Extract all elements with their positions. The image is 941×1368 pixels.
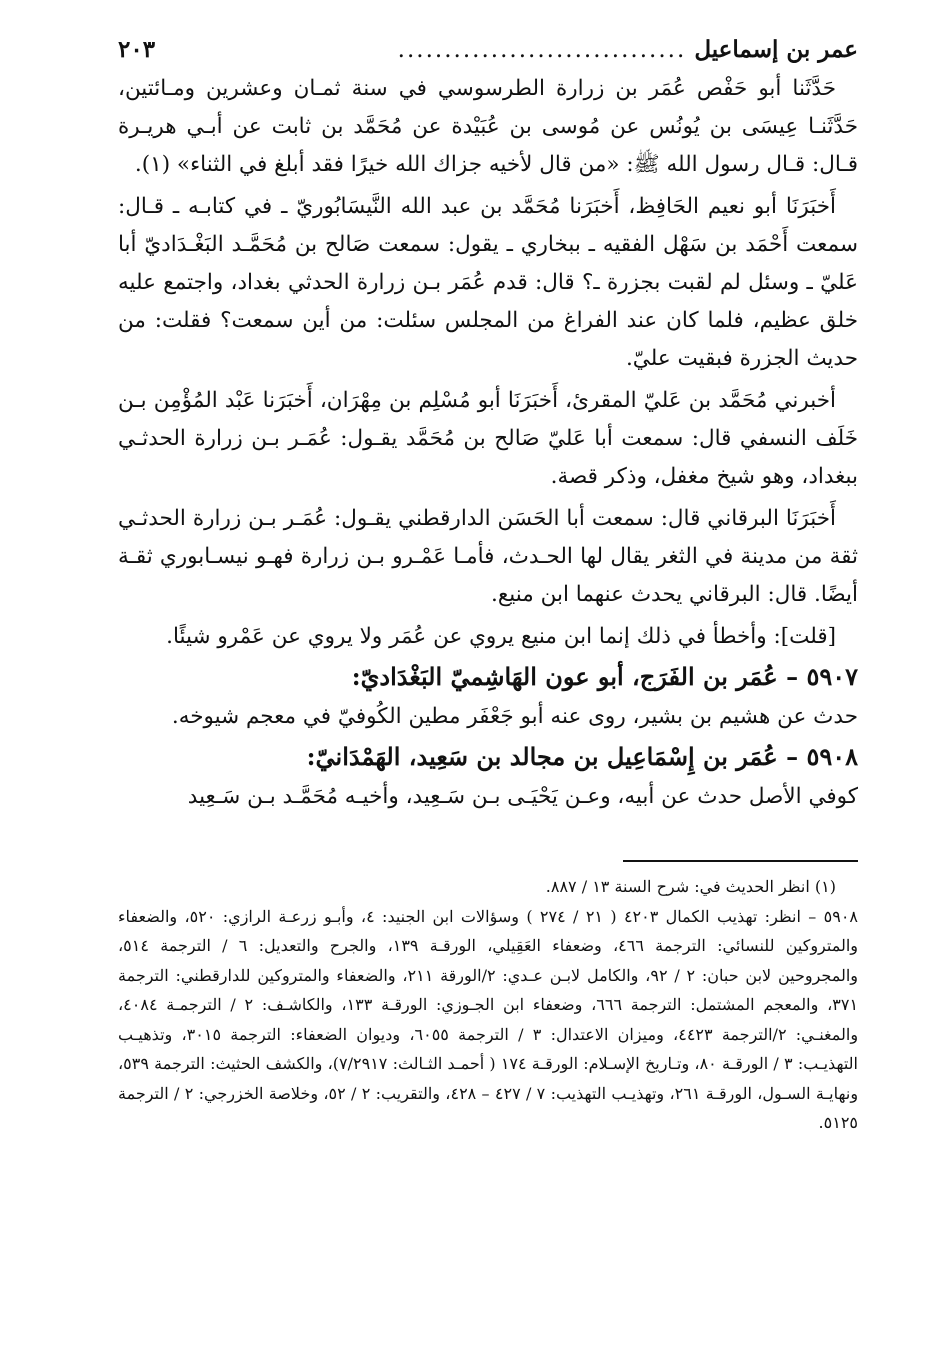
paragraph-daraqutni: أَخبَرَنَا البرقاني قال: سمعت أبا الحَسَن الدارقطني يقـول: عُمَـر بـن زرارة الحدثـي ثقة من مدينة في الثغر يقال لها الحـدث، فأمـا عَمْـرو بـن زرارة فهـو نيسـابوري ثقـة أيضًا. قال: البرقاني يحدث عنهما ابن منيع. [118,506,858,607]
book-page [118,30,858,1340]
page-number: ٢٠٣ [118,36,156,63]
running-head [118,30,858,70]
entry-5908-heading: ٥٩٠٨ – عُمَر بن إِسْمَاعِيل بن مجالد بن سَعِيد، الهَمْدَانيّ: [306,742,858,771]
paragraph-hadith: حَدَّثَنا أبو حَفْص عُمَر بن زرارة الطرسوسي في سنة ثمـان وعشرين ومـائتين، حَدَّثَنـا عِيسَى بن يُونُس عن مُوسى بن عُبَيْدة عن مُحَمَّد بن ثابت عن أبـي هريـرة قـال: قـال رسول الله ﷺ: «من قال لأخيه جزاك الله خيرًا فقد أبلغ في الثناء» (١). [118,76,858,177]
entry-5907-text: حدث عن هشيم بن بشير، روى عنه أبو جَعْفَر مطين الكُوفيّ في معجم شيوخه. [171,704,858,729]
paragraph-editor-note: [قلت]: وأخطأ في ذلك إنما ابن منيع يروي عن عُمَر ولا يروي عن عَمْرو شيئًا. [166,624,836,649]
running-title: عمر بن إسماعيل [694,36,858,63]
paragraph-nasafi: أخبرني مُحَمَّد بن عَليّ المقرئ، أَخبَرَنَا أبو مُسْلِم بن مِهْرَان، أَخبَرَنا عَبْد المُؤْمِن بـن خَلَف النسفي قال: سمعت أبا عَليّ صَالح بن مُحَمَّد يقـول: عُمَـر بـن زرارة الحدثـي ببغداد، وهو شيخ مغفل، وذكر قصة. [118,388,858,489]
entry-5907-heading: ٥٩٠٧ – عُمَر بن الفَرَج، أبو عون الهَاشِميّ البَغْدَاديّ: [351,662,858,691]
leader-dots: ............................... [397,37,687,63]
body-text [118,70,858,816]
entry-5908-text: كوفي الأصل حدث عن أبيه، وعـن يَحْيَـى بـن سَـعِيد، وأخيـه مُحَمَّـد بـن سَـعِيد [187,784,858,809]
footnotes [118,872,858,1138]
footnote-1: (١) انظر الحديث في: شرح السنة ١٣ / ٨٨٧. [545,877,836,896]
footnote-separator [623,860,858,862]
footnote-5908: ٥٩٠٨ – انظر: تهذيب الكمال ٤٢٠٣ ( ٢١ / ٢٧٤ ) وسؤالات ابن الجنيد: ٤، وأبـو زرعـة الرازي: ٥٢٠، والضعفاء والمتروكين للنسائي: الترجمة ٤٦٦، وضعفاء العَقِيلي، الورقـة ١٣٩، والجرح والتعديل: ٦ / الترجمة ٥١٤، والمجروحين لابن حبان: ٢ / ٩٢، والكامل لابـن عـدي: ٢/الورقة ٢١١، والضعفاء والمتروكين للدارقطني: الترجمة ٣٧١، والمعجم المشتمل: الترجمة ٦٦٦، وضعفاء ابن الجـوزي: الورقـة ١٣٣، والكاشـف: ٢ / الترجمـة ٤٠٨٤، والمغنـي: ٢/الترجمة ٤٤٢٣، وميزان الاعتدال: ٣ / الترجمة ٦٠٥٥، وديوان الضعفاء: الترجمة ٣٠١٥، وتذهيـب التهذيـب: ٣ / الورقـة ٨٠، وتـاريخ الإسـلام: الورقـة ١٧٤ ( أحمـد الثـالث: ٧/٢٩١٧)، والكشف الحثيث: الترجمة ٥٣٩، ونهايـة السـول، الورقـة ٢٦١، وتهذيـب التهذيب: ٧ / ٤٢٧ – ٤٢٨، والتقريب: ٢ / ٥٢، وخلاصة الخزرجي: ٢ / الترجمة ٥١٢٥. [118,906,859,1132]
paragraph-jazara: أَخبَرَنَا أبو نعيم الحَافِظ، أَخبَرَنا مُحَمَّد بن عبد الله النَّيسَابُوريّ ـ في كتابـه ـ قـال: سمعت أَحْمَد بن سَهْل الفقيه ـ ببخاري ـ يقول: سمعت صَالح بن مُحَمَّـد البَغْـدَاديّ أبا عَليّ ـ وسئل لم لقبت بجزرة ـ؟ قال: قدم عُمَر بـن زرارة الحدثي بغداد، واجتمع عليه خلق عظيم، فلما كان عند الفراغ من المجلس سئلت: من أين سمعت؟ فقلت: من حديث الجزرة فبقيت عليّ. [118,194,858,371]
